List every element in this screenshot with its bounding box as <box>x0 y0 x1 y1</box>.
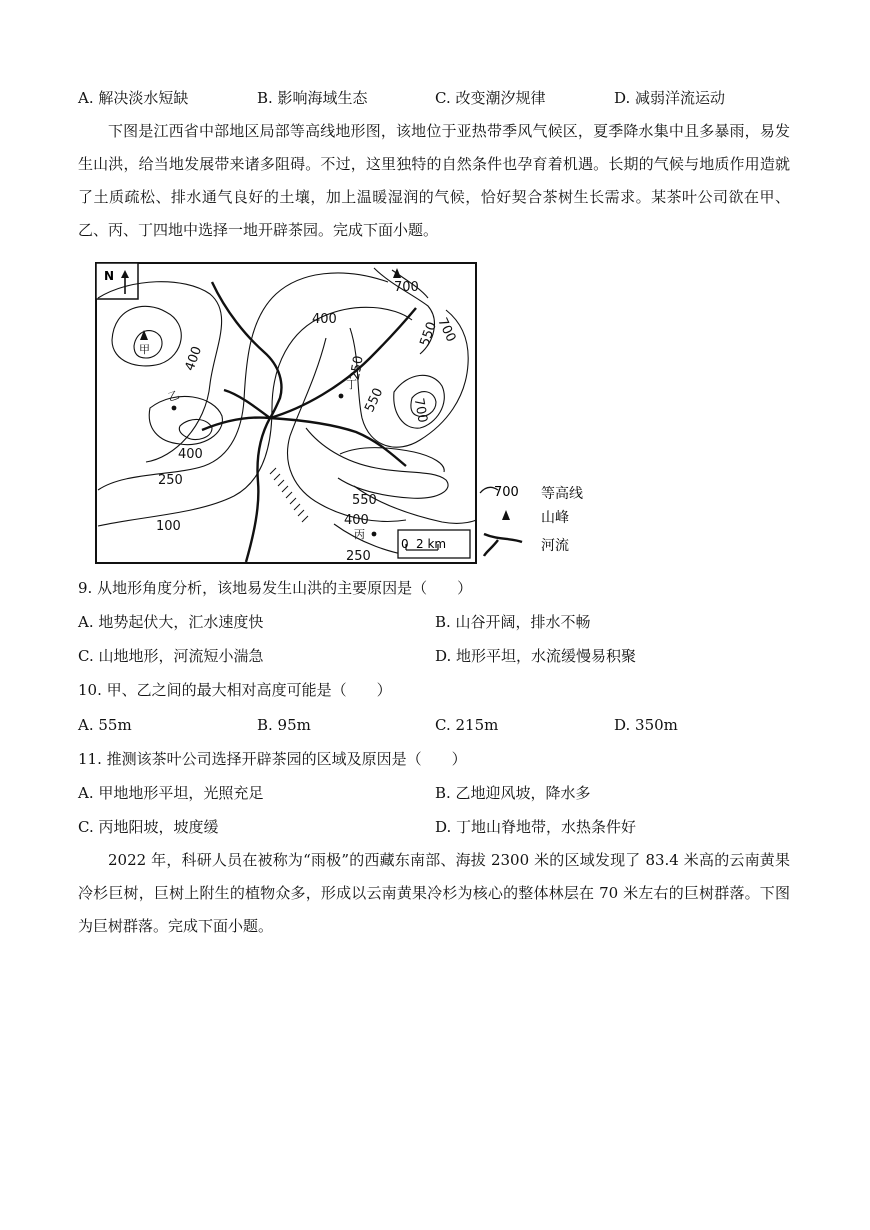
place-label-jia: 甲 <box>139 343 150 356</box>
scale-zero: 0 <box>401 537 409 551</box>
contour-label: 250 <box>347 354 367 382</box>
q11-option-b: B. 乙地迎风坡，降水多 <box>435 784 591 802</box>
legend-river-icon <box>484 534 522 556</box>
contour-label: 550 <box>417 319 440 349</box>
q10-option-d: D. 350m <box>614 716 678 734</box>
point-yi <box>172 406 177 411</box>
point-ding <box>339 394 344 399</box>
contour-label: 400 <box>182 344 206 373</box>
contour-line <box>340 448 444 472</box>
river-line <box>246 418 270 562</box>
contour-label: 250 <box>346 549 371 564</box>
contour-label: 550 <box>352 493 377 508</box>
north-arrow-box <box>96 263 138 299</box>
q11-option-a: A. 甲地地形平坦，光照充足 <box>78 784 264 802</box>
contour-label: 250 <box>158 473 183 488</box>
q9-option-b: B. 山谷开阔，排水不畅 <box>435 613 591 631</box>
contour-line <box>112 306 181 366</box>
q10-option-c: C. 215m <box>435 716 499 734</box>
contour-label: 100 <box>156 519 181 534</box>
contour-line <box>179 419 212 439</box>
legend-peak-icon <box>502 510 510 520</box>
q9-stem: 9. 从地形角度分析，该地易发生山洪的主要原因是（ ） <box>78 579 473 597</box>
contour-label: 700 <box>434 315 459 345</box>
river-line <box>224 390 270 418</box>
contour-label: 400 <box>312 312 337 327</box>
contour-label: 700 <box>410 396 430 424</box>
north-label: N <box>104 269 115 283</box>
q9-option-a: A. 地势起伏大，汇水速度快 <box>78 613 264 631</box>
q9-option-d: D. 地形平坦，水流缓慢易积聚 <box>435 647 637 665</box>
q9-option-c: C. 山地地形，河流短小湍急 <box>78 647 264 665</box>
q8-option-a: A. 解决淡水短缺 <box>78 89 189 107</box>
peak-icon-north <box>393 268 401 278</box>
legend-river-label: 河流 <box>541 538 569 554</box>
contour-label: 700 <box>394 280 419 295</box>
legend-peak-label: 山峰 <box>541 510 569 526</box>
q10-option-b: B. 95m <box>257 716 311 734</box>
q11-option-d: D. 丁地山脊地带，水热条件好 <box>435 818 637 836</box>
intro-paragraph-map: 下图是江西省中部地区局部等高线地形图，该地位于亚热带季风气候区，夏季降水集中且多暴雨，易发生山洪，给当地发展带来诸多阻碍。不过，这里独特的自然条件也孕育着机遇。长期的气候与地质作用造就了土质疏松、排水通气良好的土壤，加上温暖湿润的气候，恰好契合茶树生长需求。某茶叶公司欲在甲、乙、丙、丁四地中选择一地开辟茶园。完成下面小题。 <box>78 122 790 239</box>
q10-stem: 10. 甲、乙之间的最大相对高度可能是（ ） <box>78 681 392 699</box>
river-line <box>212 282 281 418</box>
contour-label: 400 <box>344 513 369 528</box>
contour-label: 550 <box>362 385 387 415</box>
q10-option-a: A. 55m <box>78 716 132 734</box>
contour-label: 400 <box>178 447 203 462</box>
legend-contour-label: 等高线 <box>541 486 583 502</box>
q11-option-c: C. 丙地阳坡，坡度缓 <box>78 818 219 836</box>
point-bing <box>372 532 377 537</box>
contour-line <box>306 428 448 498</box>
q8-option-d: D. 减弱洋流运动 <box>614 89 726 107</box>
place-label-ding: 丁 <box>346 378 357 391</box>
contour-map-figure <box>94 258 604 568</box>
q11-stem: 11. 推测该茶叶公司选择开辟茶园的区域及原因是（ ） <box>78 750 467 768</box>
peak-icon-jia <box>140 330 148 340</box>
q8-option-c: C. 改变潮汐规律 <box>435 89 546 107</box>
q8-option-b: B. 影响海域生态 <box>257 89 368 107</box>
place-label-yi: 乙 <box>166 388 182 405</box>
place-label-bing: 丙 <box>354 528 365 541</box>
river-line <box>270 418 406 466</box>
legend-contour-value: 700 <box>494 485 519 500</box>
scale-distance: 2 km <box>416 537 447 551</box>
intro-paragraph-tree: 2022 年，科研人员在被称为“雨极”的西藏东南部、海拔 2300 米的区域发现了 83.4 米高的云南黄果冷杉巨树，巨树上附生的植物众多，形成以云南黄果冷杉为核心的整体林层在 70 米左右的巨树群落。下图为巨树群落。完成下面小题。 <box>78 851 790 935</box>
